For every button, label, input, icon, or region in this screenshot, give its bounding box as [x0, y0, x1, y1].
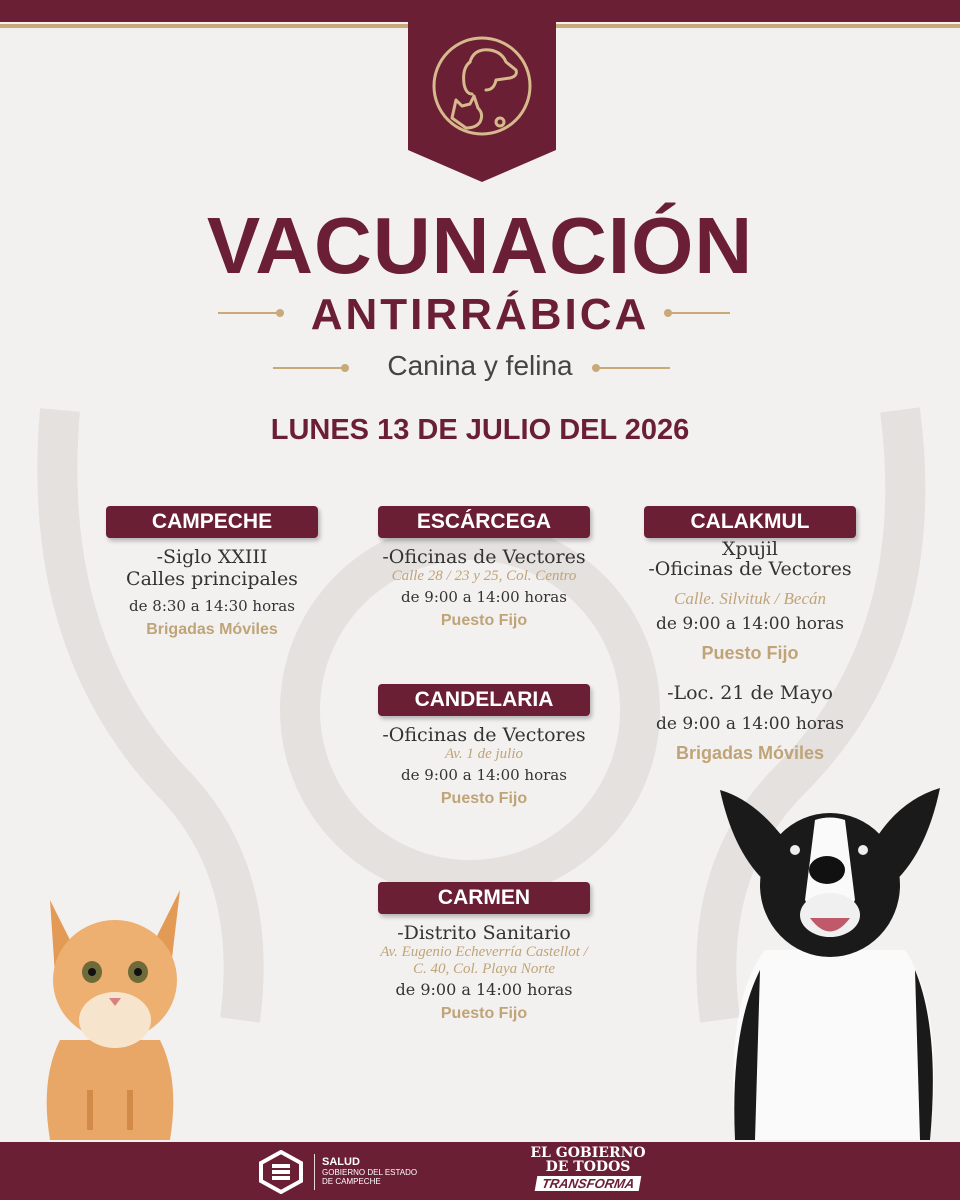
top-gold-line-left	[0, 24, 410, 28]
gob-badge: TRANSFORMA	[534, 1176, 641, 1191]
location-hours: de 9:00 a 14:00 horas	[395, 980, 573, 999]
location-kind: Puesto Fijo	[701, 643, 799, 663]
location-kind: Puesto Fijo	[440, 612, 528, 629]
location-campeche	[62, 506, 362, 642]
location-place-0: Xpujil	[722, 538, 778, 560]
location-kind: Puesto Fijo	[440, 790, 528, 807]
region-tag: ESCÁRCEGA	[378, 506, 590, 538]
campeche-logo-icon	[258, 1150, 304, 1194]
page-title: VACUNACIÓN	[206, 201, 754, 290]
location-hours-b: de 9:00 a 14:00 horas	[655, 714, 845, 734]
event-date: LUNES 13 DE JULIO DEL 2026	[270, 414, 690, 446]
region-tag: CALAKMUL	[644, 506, 856, 538]
location-address-2: C. 40, Col. Playa Norte	[412, 961, 556, 977]
location-address: Calle. Silvituk / Becán	[673, 589, 826, 608]
dog-cat-icon	[408, 0, 556, 182]
location-address: Calle 28 / 23 y 25, Col. Centro	[391, 568, 577, 584]
location-place-b: -Loc. 21 de Mayo	[667, 682, 833, 704]
region-tag: CANDELARIA	[378, 684, 590, 716]
salud-label: SALUD	[322, 1156, 360, 1168]
location-carmen	[334, 882, 634, 1026]
location-calakmul	[600, 506, 900, 768]
location-place: -Oficinas de Vectores	[648, 558, 852, 580]
region-tag: CARMEN	[378, 882, 590, 914]
dog-image	[715, 780, 960, 1140]
footer-divider	[314, 1154, 315, 1190]
location-kind: Brigadas Móviles	[146, 621, 278, 638]
footer-salud	[322, 1156, 417, 1186]
location-place: -Oficinas de Vectores	[382, 546, 586, 568]
tagline: Canina y felina	[387, 350, 573, 381]
location-place: -Distrito Sanitario	[397, 922, 571, 944]
gob-title-2: DE TODOS	[545, 1159, 631, 1175]
gob-title-1: EL GOBIERNO	[530, 1145, 646, 1161]
location-hours: de 9:00 a 14:00 horas	[401, 588, 567, 606]
ornament-right	[668, 312, 730, 314]
location-hours: de 8:30 a 14:30 horas	[129, 597, 295, 615]
location-hours: de 9:00 a 14:00 horas	[401, 766, 567, 784]
location-place-2: Calles principales	[126, 568, 298, 590]
location-kind-b: Brigadas Móviles	[675, 743, 825, 763]
location-place: -Siglo XXIII	[156, 546, 268, 568]
location-candelaria	[334, 684, 634, 811]
gobierno-line-2: DE CAMPECHE	[322, 1177, 381, 1186]
location-kind: Puesto Fijo	[440, 1005, 528, 1022]
location-address: Av. Eugenio Echeverría Castellot /	[380, 944, 588, 960]
kitten-image	[20, 880, 200, 1140]
ornament-right-2	[596, 367, 670, 369]
location-hours: de 9:00 a 14:00 horas	[655, 614, 845, 634]
footer	[0, 1142, 960, 1200]
location-escarcega	[334, 506, 634, 633]
page-subtitle: ANTIRRÁBICA	[310, 290, 650, 339]
region-tag: CAMPECHE	[106, 506, 318, 538]
gobierno-line-1: GOBIERNO DEL ESTADO	[322, 1168, 418, 1177]
top-gold-line-right	[554, 24, 960, 28]
location-place: -Oficinas de Vectores	[382, 724, 586, 746]
location-address: Av. 1 de julio	[444, 746, 524, 762]
gobierno-de-todos-logo	[528, 1146, 648, 1193]
